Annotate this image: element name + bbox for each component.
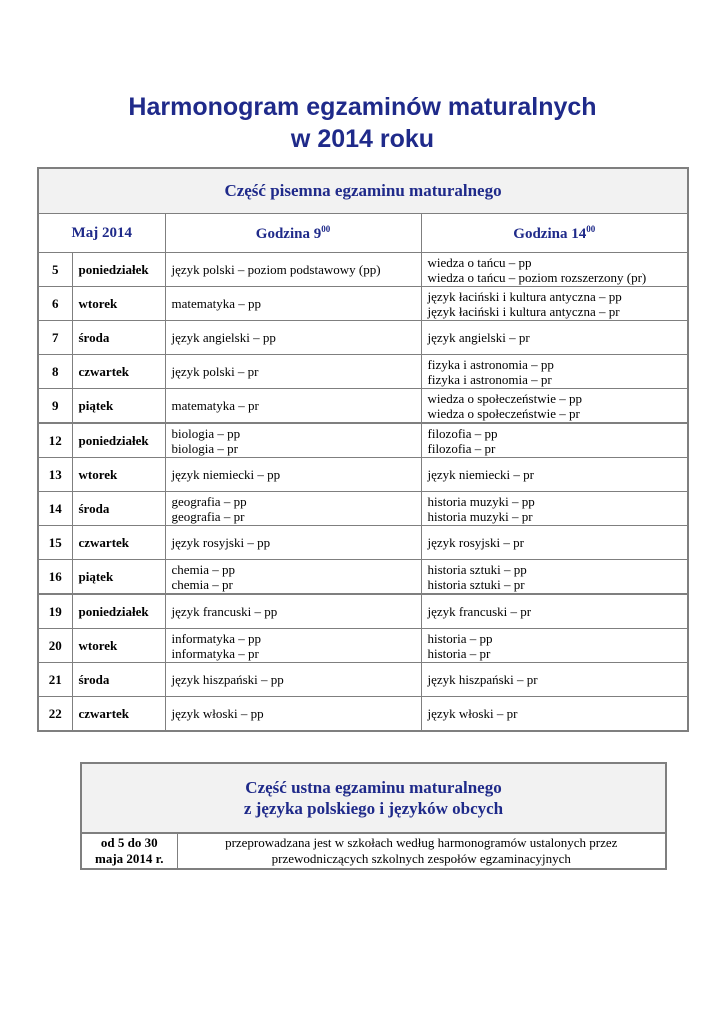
- day-number: 13: [38, 458, 72, 492]
- afternoon-exam-entry: historia – pp: [427, 630, 493, 646]
- schedule-row: [38, 389, 688, 424]
- column-header-afternoon-sup: 00: [586, 223, 596, 234]
- day-number: 21: [38, 663, 72, 697]
- column-header-morning: [165, 214, 421, 253]
- afternoon-exam-cell: [421, 287, 688, 321]
- oral-heading-line-1: Część ustna egzaminu maturalnego: [245, 778, 502, 797]
- weekday-name: poniedziałek: [72, 423, 165, 458]
- weekday-name: piątek: [72, 389, 165, 424]
- day-number: 6: [38, 287, 72, 321]
- oral-dates-line-2: maja 2014 r.: [95, 851, 164, 866]
- schedule-row: [38, 663, 688, 697]
- afternoon-exam-entry: historia muzyki – pr: [427, 508, 533, 524]
- afternoon-exam-entry: filozofia – pp: [427, 425, 498, 441]
- schedule-row: [38, 458, 688, 492]
- oral-description: przeprowadzana jest w szkołach według harmonogramów ustalonych przez przewodniczących szkolnych zespołów egzaminacyjnych: [177, 833, 666, 869]
- column-header-afternoon: [421, 214, 688, 253]
- morning-exam-entry: język hiszpański – pp: [171, 672, 284, 687]
- afternoon-exam-cell: [421, 663, 688, 697]
- weekday-name: czwartek: [72, 697, 165, 732]
- schedule-row: [38, 423, 688, 458]
- morning-exam-entry: matematyka – pr: [171, 398, 259, 413]
- schedule-row: [38, 526, 688, 560]
- afternoon-exam-entry: wiedza o tańcu – poziom rozszerzony (pr): [427, 269, 647, 285]
- morning-exam-cell: [165, 526, 421, 560]
- afternoon-exam-entry: fizyka i astronomia – pr: [427, 371, 552, 387]
- weekday-name: wtorek: [72, 629, 165, 663]
- column-header-afternoon-label: Godzina 14: [513, 225, 587, 242]
- afternoon-exam-entry: fizyka i astronomia – pp: [427, 356, 554, 372]
- afternoon-exam-entry: wiedza o społeczeństwie – pp: [427, 390, 583, 406]
- afternoon-exam-cell: [421, 458, 688, 492]
- written-exam-schedule-table: [37, 167, 689, 732]
- afternoon-exam-entry: język łaciński i kultura antyczna – pr: [427, 303, 620, 319]
- page-title-line-2: w 2014 roku: [290, 125, 435, 153]
- morning-exam-entry: geografia – pp: [171, 493, 247, 509]
- weekday-name: wtorek: [72, 287, 165, 321]
- column-header-morning-label: Godzina 9: [255, 225, 322, 242]
- afternoon-exam-entry: filozofia – pr: [427, 440, 496, 456]
- page-title: [0, 91, 725, 155]
- day-number: 5: [38, 253, 72, 287]
- column-header-month: Maj 2014: [38, 214, 165, 253]
- afternoon-exam-cell: [421, 526, 688, 560]
- schedule-row: [38, 253, 688, 287]
- morning-exam-entry: język polski – poziom podstawowy (pp): [171, 262, 381, 277]
- afternoon-exam-entry: wiedza o społeczeństwie – pr: [427, 405, 580, 421]
- morning-exam-entry: matematyka – pp: [171, 296, 262, 311]
- weekday-name: wtorek: [72, 458, 165, 492]
- weekday-name: poniedziałek: [72, 594, 165, 629]
- oral-section-header-row: [81, 763, 666, 833]
- morning-exam-cell: [165, 458, 421, 492]
- day-number: 22: [38, 697, 72, 732]
- afternoon-exam-cell: [421, 594, 688, 629]
- afternoon-exam-entry: wiedza o tańcu – pp: [427, 254, 532, 270]
- morning-exam-entry: język angielski – pp: [171, 330, 276, 345]
- morning-exam-entry: biologia – pp: [171, 425, 241, 441]
- afternoon-exam-entry: historia sztuki – pp: [427, 561, 527, 577]
- day-number: 7: [38, 321, 72, 355]
- day-number: 15: [38, 526, 72, 560]
- afternoon-exam-cell: [421, 492, 688, 526]
- morning-exam-cell: [165, 594, 421, 629]
- schedule-row: [38, 629, 688, 663]
- written-column-header-row: [38, 214, 688, 253]
- morning-exam-entry: język niemiecki – pp: [171, 467, 281, 482]
- oral-exam-table: [80, 762, 667, 870]
- schedule-row: [38, 697, 688, 732]
- day-number: 16: [38, 560, 72, 595]
- afternoon-exam-entry: język francuski – pr: [427, 604, 532, 619]
- morning-exam-cell: [165, 663, 421, 697]
- morning-exam-cell: [165, 697, 421, 732]
- morning-exam-entry: język polski – pr: [171, 364, 259, 379]
- morning-exam-cell: [165, 321, 421, 355]
- weekday-name: poniedziałek: [72, 253, 165, 287]
- afternoon-exam-cell: [421, 253, 688, 287]
- morning-exam-cell: [165, 355, 421, 389]
- afternoon-exam-cell: [421, 423, 688, 458]
- afternoon-exam-cell: [421, 389, 688, 424]
- afternoon-exam-cell: [421, 560, 688, 595]
- afternoon-exam-cell: [421, 355, 688, 389]
- morning-exam-cell: [165, 492, 421, 526]
- day-number: 12: [38, 423, 72, 458]
- afternoon-exam-entry: historia – pr: [427, 645, 491, 661]
- weekday-name: czwartek: [72, 526, 165, 560]
- weekday-name: piątek: [72, 560, 165, 595]
- oral-section-heading: [81, 763, 666, 833]
- page-title-line-1: Harmonogram egzaminów maturalnych: [128, 93, 597, 121]
- morning-exam-entry: język francuski – pp: [171, 604, 278, 619]
- written-section-heading: Część pisemna egzaminu maturalnego: [38, 168, 688, 214]
- weekday-name: środa: [72, 663, 165, 697]
- morning-exam-cell: [165, 560, 421, 595]
- morning-exam-entry: język włoski – pp: [171, 706, 264, 721]
- day-number: 19: [38, 594, 72, 629]
- column-header-morning-sup: 00: [321, 223, 331, 234]
- day-number: 9: [38, 389, 72, 424]
- morning-exam-entry: informatyka – pr: [171, 645, 259, 661]
- oral-dates-cell: [81, 833, 177, 869]
- schedule-body: [38, 253, 688, 732]
- morning-exam-entry: informatyka – pp: [171, 630, 262, 646]
- weekday-name: środa: [72, 492, 165, 526]
- morning-exam-cell: [165, 389, 421, 424]
- morning-exam-entry: język rosyjski – pp: [171, 535, 271, 550]
- oral-detail-row: [81, 833, 666, 869]
- afternoon-exam-entry: język hiszpański – pr: [427, 672, 538, 687]
- oral-dates-line-1: od 5 do 30: [100, 835, 158, 850]
- afternoon-exam-entry: język łaciński i kultura antyczna – pp: [427, 288, 622, 304]
- afternoon-exam-entry: historia sztuki – pr: [427, 576, 525, 592]
- morning-exam-entry: biologia – pr: [171, 440, 238, 456]
- schedule-row: [38, 321, 688, 355]
- morning-exam-cell: [165, 629, 421, 663]
- weekday-name: środa: [72, 321, 165, 355]
- day-number: 14: [38, 492, 72, 526]
- afternoon-exam-cell: [421, 629, 688, 663]
- weekday-name: czwartek: [72, 355, 165, 389]
- morning-exam-entry: chemia – pr: [171, 576, 233, 592]
- afternoon-exam-cell: [421, 697, 688, 732]
- schedule-row: [38, 560, 688, 595]
- day-number: 8: [38, 355, 72, 389]
- afternoon-exam-cell: [421, 321, 688, 355]
- schedule-row: [38, 355, 688, 389]
- schedule-row: [38, 594, 688, 629]
- day-number: 20: [38, 629, 72, 663]
- morning-exam-cell: [165, 423, 421, 458]
- morning-exam-entry: geografia – pr: [171, 508, 245, 524]
- afternoon-exam-entry: język włoski – pr: [427, 706, 518, 721]
- morning-exam-cell: [165, 287, 421, 321]
- schedule-row: [38, 492, 688, 526]
- schedule-row: [38, 287, 688, 321]
- written-section-header-row: [38, 168, 688, 214]
- morning-exam-entry: chemia – pp: [171, 561, 236, 577]
- afternoon-exam-entry: historia muzyki – pp: [427, 493, 535, 509]
- oral-heading-line-2: z języka polskiego i języków obcych: [243, 799, 504, 818]
- afternoon-exam-entry: język niemiecki – pr: [427, 467, 534, 482]
- afternoon-exam-entry: język angielski – pr: [427, 330, 530, 345]
- morning-exam-cell: [165, 253, 421, 287]
- afternoon-exam-entry: język rosyjski – pr: [427, 535, 524, 550]
